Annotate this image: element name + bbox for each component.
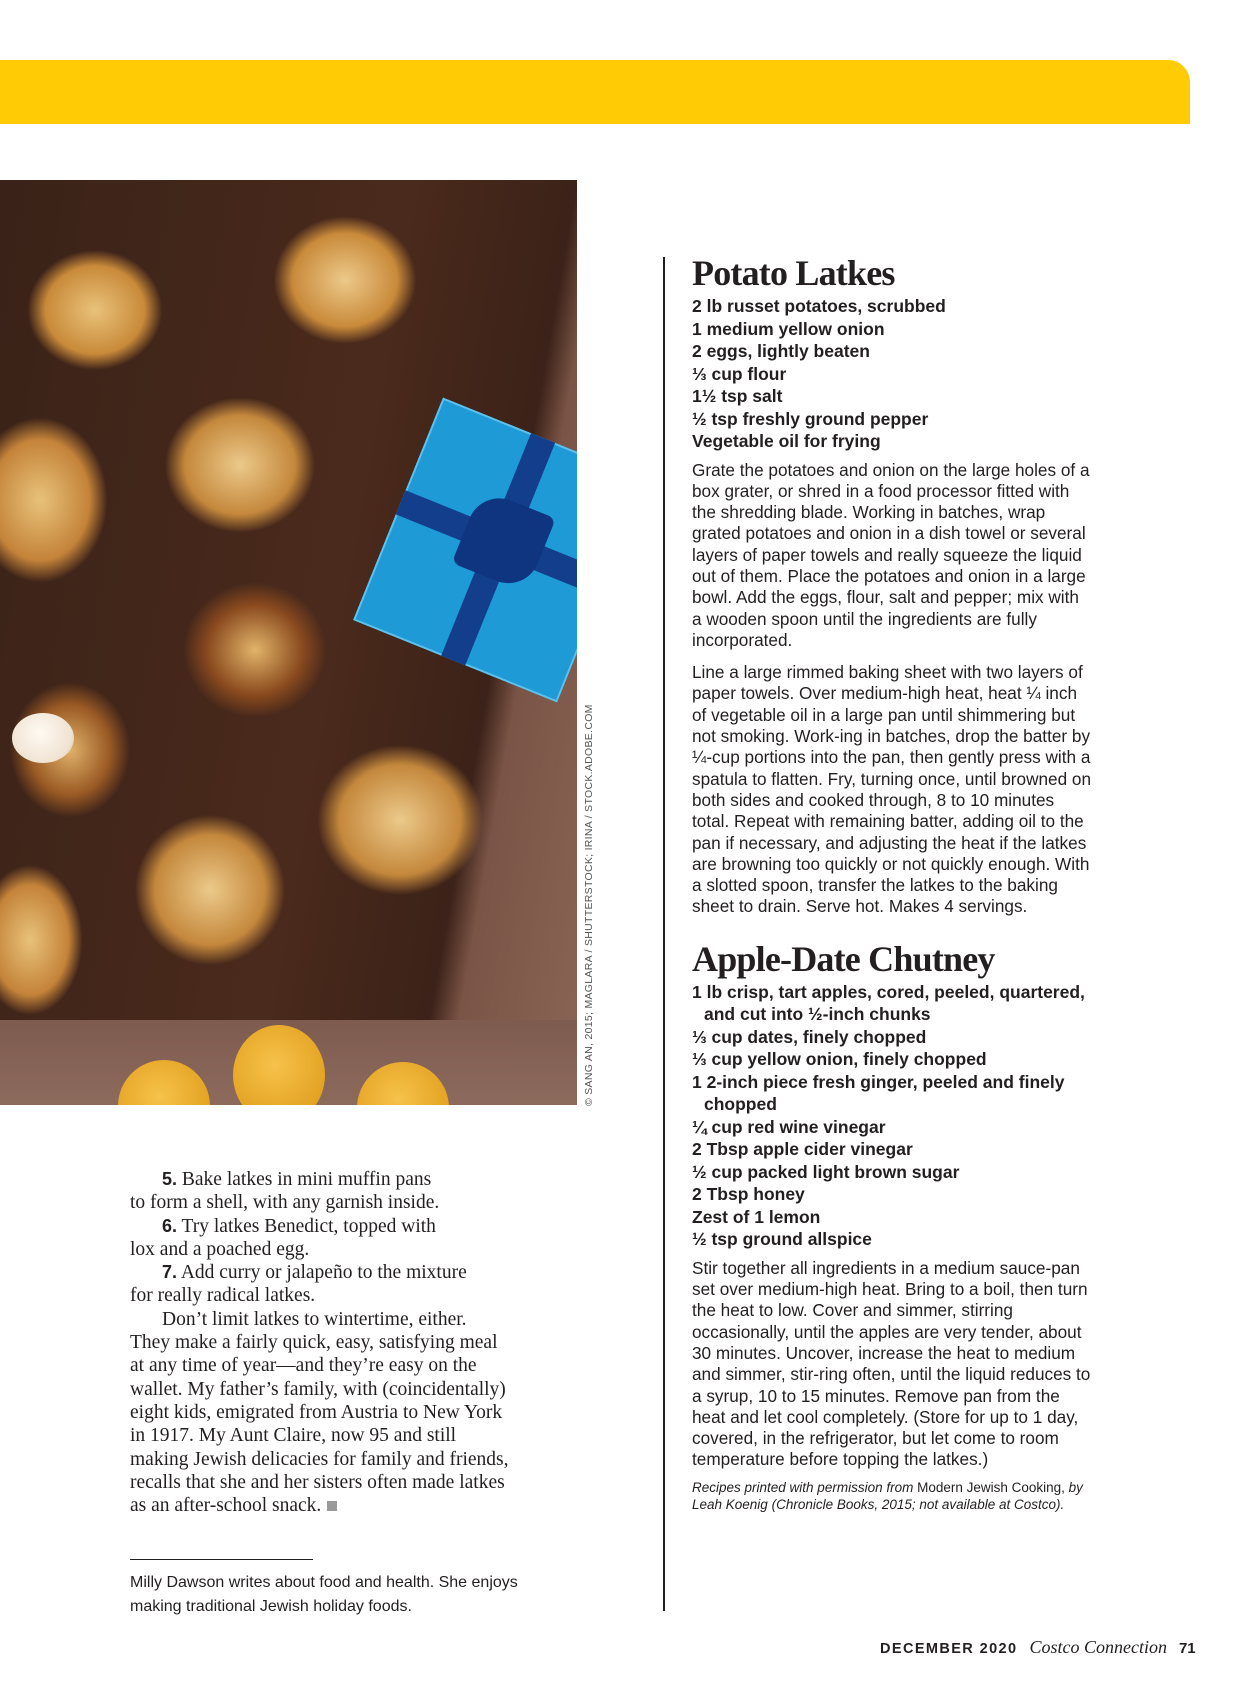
closing-paragraph — [130, 1308, 510, 1518]
column-divider — [663, 257, 665, 1611]
ingredient: ⅓ cup flour — [692, 363, 787, 384]
tip-text: Add curry or jalapeño to the mixture — [177, 1262, 467, 1284]
closing-text: Don’t limit latkes to wintertime, either. They make a fairly quick, easy, satisfying meal at any time of year—and they’re easy on the wallet. My father’s family, with (coincidentally) eight kids, emigrated from Austria to New York in 1917. My Aunt Claire, now 95 and still making Jewish delicacies for family and friends, recalls that she and her sisters often made latkes as an after-school snack. — [130, 1308, 509, 1517]
recipe-source-note — [692, 1479, 1092, 1514]
ingredient: ⅓ cup dates, finely chopped — [692, 1026, 927, 1047]
tip-6-cont: lox and a poached egg. — [130, 1238, 310, 1260]
ingredient: ⅓ cup yellow onion, finely chopped — [692, 1049, 987, 1070]
ingredient-list — [692, 981, 1092, 1251]
recipe-title: Apple-Date Chutney — [692, 938, 995, 979]
ingredient: 2 eggs, lightly beaten — [692, 341, 870, 361]
source-text: by Leah Koenig (Chronicle Books, 2015; not available at Costco). — [692, 1479, 1083, 1513]
step: Grate the potatoes and onion on the large holes of a box grater, or shred in a food processor fitted with the shredding blade. Working in batches, wrap grated potatoes and onion in a dish towel or several layers of paper towels and really squeeze the liquid out of them. Place the potatoes and onion in a large bowl. Add the eggs, flour, salt and pepper; mix with a wooden spoon until the ingredients are fully incorporated. — [692, 459, 1090, 650]
tip-5 — [130, 1168, 510, 1191]
step: Line a large rimmed baking sheet with two layers of paper towels. Over medium-high heat, heat ¼ inch of vegetable oil in a large pan until shimmering but not smoking. Work-ing in batches, drop the batter by ¼-cup portions into the pan, then gently press with a spatula to flatten. Fry, turning once, until browned on both sides and cooked through, 8 to 10 minutes total. Repeat with remaining batter, adding oil to the pan if necessary, and adjusting the heat if the latkes are browning too quickly or not quickly enough. With a slotted spoon, transfer the latkes to the baking sheet to drain. Serve hot. Makes 4 servings. — [692, 662, 1092, 917]
book-title: Modern Jewish Cooking, — [917, 1479, 1065, 1495]
photo-credit: © SANG AN, 2015; MAGLARA / SHUTTERSTOCK; IRINA / STOCK.ADOBE.COM — [583, 704, 595, 1106]
page-number: 71 — [1178, 1640, 1196, 1657]
ingredient: ½ cup packed light brown sugar — [692, 1161, 960, 1182]
ingredient: 2 Tbsp honey — [692, 1184, 805, 1205]
recipes-column — [692, 252, 1092, 1514]
ingredient: 1½ tsp salt — [692, 386, 783, 406]
step: Stir together all ingredients in a medium sauce-pan set over medium-high heat. Bring to a boil, then turn the heat to low. Cover and simmer, stirring occasionally, until the apples are very tender, about 30 minutes. Uncover, increase the heat to medium and simmer, stir-ring often, until the liquid reduces to a syrup, 10 to 15 minutes. Remove pan from the heat and let cool completely. (Store for up to 1 day, covered, in the refrigerator, but let come to room temperature before topping the latkes.) — [692, 1257, 1091, 1470]
source-text: Recipes printed with permission from — [692, 1479, 918, 1495]
tip-5-cont: to form a shell, with any garnish inside. — [130, 1192, 440, 1214]
latkes-photo — [0, 180, 577, 1105]
ingredient: Zest of 1 lemon — [692, 1206, 821, 1227]
author-bio: Milly Dawson writes about food and health. She enjoys making traditional Jewish holiday foods. — [130, 1574, 518, 1615]
section-banner — [0, 60, 1190, 124]
end-mark-icon — [327, 1501, 337, 1511]
tip-number: 7. — [162, 1262, 178, 1283]
ingredient: ½ tsp ground allspice — [692, 1229, 872, 1250]
ingredient: 1 medium yellow onion — [692, 318, 885, 339]
ingredient: 1 2-inch piece fresh ginger, peeled and finely chopped — [692, 1071, 1065, 1115]
gift-bow — [452, 489, 556, 593]
page-footer — [880, 1637, 1196, 1658]
sour-cream-dollop — [12, 713, 74, 763]
article-body — [130, 1168, 510, 1517]
gift-box — [353, 398, 577, 703]
tip-number: 5. — [162, 1169, 178, 1189]
tip-7 — [130, 1261, 510, 1284]
ingredient: Vegetable oil for frying — [692, 431, 881, 451]
recipe-steps — [692, 1258, 1092, 1471]
ingredient: 2 Tbsp apple cider vinegar — [692, 1139, 913, 1160]
ingredient: ¼ cup red wine vinegar — [692, 1116, 886, 1137]
issue-date: DECEMBER 2020 — [880, 1641, 1018, 1657]
ingredient: 1 lb crisp, tart apples, cored, peeled, quartered, and cut into ½-inch chunks — [692, 981, 1085, 1025]
magazine-name: Costco Connection — [1029, 1637, 1167, 1657]
bio-divider — [130, 1559, 313, 1560]
tip-7-cont: for really radical latkes. — [130, 1285, 316, 1307]
tip-text: Bake latkes in mini muffin pans — [177, 1169, 432, 1190]
recipe-steps — [692, 460, 1092, 918]
recipe-title: Potato Latkes — [692, 253, 895, 293]
ingredient: 2 lb russet potatoes, scrubbed — [692, 296, 946, 316]
ingredient: ½ tsp freshly ground pepper — [692, 408, 929, 429]
tip-6 — [130, 1215, 510, 1238]
tip-text: Try latkes Benedict, topped with — [177, 1215, 436, 1237]
ingredient-list — [692, 295, 1092, 453]
tip-number: 6. — [162, 1215, 178, 1236]
